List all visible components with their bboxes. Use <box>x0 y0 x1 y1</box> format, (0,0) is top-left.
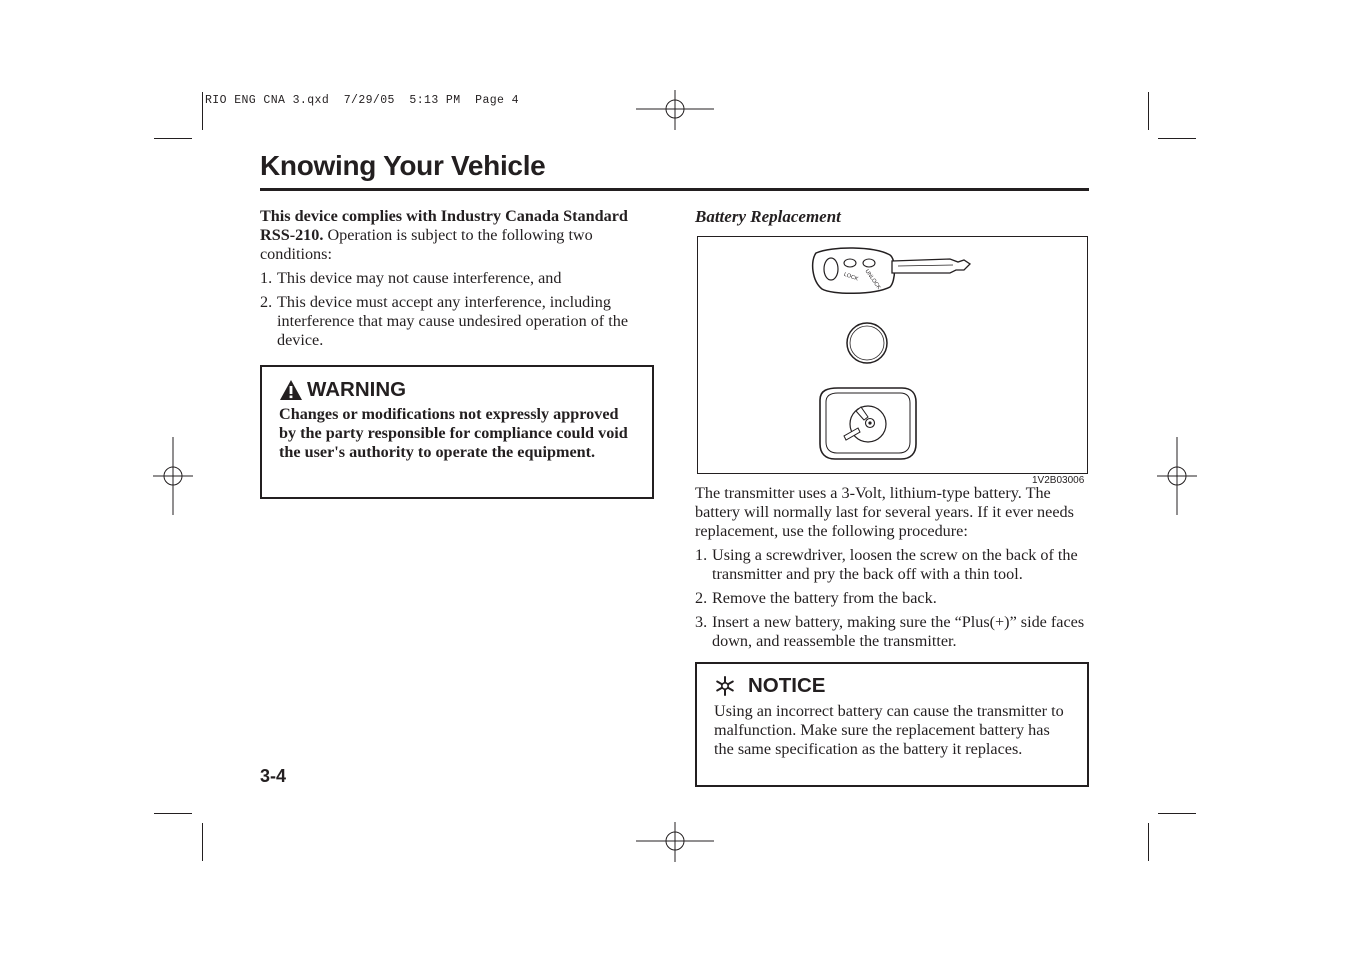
warning-text: Changes or modifications not expressly approved by the party responsible for compliance could void the user's authority to operate the equipment. <box>279 405 628 461</box>
notice-heading: NOTICE <box>748 674 826 697</box>
step-text: Using a screwdriver, loosen the screw on the back of the transmitter and pry the back off with a thin tool. <box>712 546 1078 583</box>
svg-text:UNLOCK: UNLOCK <box>863 268 882 291</box>
notice-heading-row <box>714 673 1073 699</box>
warning-triangle-icon <box>279 379 303 401</box>
procedure-step <box>695 589 1089 608</box>
condition-item <box>260 269 652 288</box>
section-title: Battery Replacement <box>695 207 841 226</box>
condition-number: 1. <box>260 269 273 287</box>
print-slug: RIO ENG CNA 3.qxd 7/29/05 5:13 PM Page 4 <box>205 94 519 107</box>
compliance-paragraph <box>260 207 652 264</box>
transmitter-back-icon <box>820 388 916 459</box>
page-title: Knowing Your Vehicle <box>260 150 546 181</box>
step-number: 2. <box>695 589 708 607</box>
svg-text:LOCK: LOCK <box>842 271 860 283</box>
condition-text: This device must accept any interference, including interference that may cause undesired operation of the device. <box>277 293 629 349</box>
figure-code: 1V2B03006 <box>1032 475 1085 486</box>
coin-battery-icon <box>847 323 887 363</box>
condition-item <box>260 293 652 350</box>
key-fob-icon <box>813 248 970 293</box>
registration-mark-bottom <box>636 822 714 862</box>
compliance-section <box>260 207 652 350</box>
compliance-standard: This device complies with Industry Canada Standard RSS-210. <box>260 207 628 244</box>
step-text: Insert a new battery, making sure the “Plus(+)” side faces down, and reassemble the transmitter. <box>712 613 1085 650</box>
condition-number: 2. <box>260 293 273 311</box>
title-rule <box>260 188 1089 191</box>
key-transmitter-illustration <box>698 237 1086 472</box>
battery-procedure <box>695 484 1089 651</box>
warning-heading: WARNING <box>307 378 407 401</box>
step-number: 1. <box>695 546 708 564</box>
step-number: 3. <box>695 613 708 631</box>
procedure-step <box>695 546 1089 584</box>
registration-mark-top <box>636 90 714 130</box>
compliance-conditions-intro: Operation is subject to the following two conditions: <box>260 226 593 263</box>
notice-text: Using an incorrect battery can cause the transmitter to malfunction. Make sure the replacement battery has the same specification as the battery it replaces. <box>714 702 1064 758</box>
condition-text: This device may not cause interference, and <box>277 269 562 287</box>
notice-box <box>695 662 1089 787</box>
battery-figure <box>697 236 1088 474</box>
procedure-step <box>695 613 1089 651</box>
registration-mark-left <box>153 437 193 515</box>
battery-intro: The transmitter uses a 3-Volt, lithium-type battery. The battery will normally last for several years. If it ever needs replacement, use the following procedure: <box>695 484 1074 540</box>
warning-box <box>260 365 654 499</box>
step-text: Remove the battery from the back. <box>712 589 937 607</box>
registration-mark-right <box>1157 437 1197 515</box>
asterisk-icon <box>714 675 736 697</box>
warning-heading-row <box>279 377 638 403</box>
page-number: 3-4 <box>260 766 287 786</box>
